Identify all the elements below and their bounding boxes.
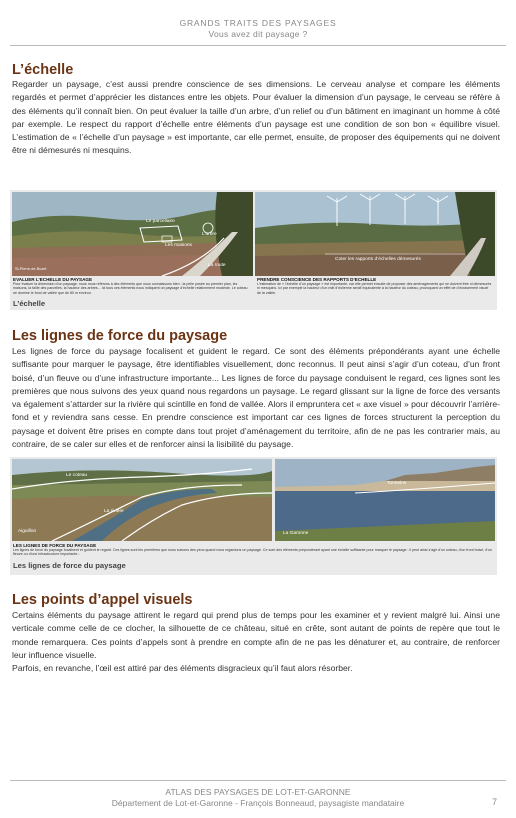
caption-text-lignes: Les lignes de force du paysage focalisent et guident le regard. Ces lignes sont les premières que nous suivons des yeux quand nous regardons un paysage. Ce sont des éléments prépondérant ayant une échelle suffisante pour marquer le paysage : il peut ainsi s’agir d’un coteau, d’un front boisé, d’un fleuve ou d’une infrastructure importante... [13,548,493,557]
photo-echelle-right [255,192,495,276]
figure-lignes [10,457,497,575]
overlay-rapports: Coter les rapports d’échelles démesurés [335,257,421,262]
overlay-parcellaire: Le parcellaire [146,219,175,224]
section-text-lignes: Les lignes de force du paysage focalisent et guident le regard. Ce sont des éléments prépondérants ayant une échelle suffisante pour marquer le paysage, être identifiables visuellement, donc reconnus. Il peut ainsi s’agir d’un coteau, d’un front boisé, d’un fleuve ou d’une infrastructure importante... Les lignes de force du paysage conduisent le regard, ces lignes sont les premières que nous suivons des yeux quand nous regardons un paysage. Le regard glissant sur la ligne de force des versants va également s’attarder sur la rivière qui scintille en fond de vallée. Alors il empruntera cet « axe visuel » pour découvrir l’arrière-fond et y reviendra sans cesse. En prendre conscience est important car ces lignes de forces structurent la perception du paysage et doivent être prises en compte dans tout projet d’aménagement du territoire, afin de ne pas les contrarier mais, au contraire, de se caler sur elles et de renforcer ainsi la lisibilité du paysage. [12,346,500,450]
caption-title-lignes: LES LIGNES DE FORCE DU PAYSAGE [13,543,97,548]
header-divider [10,45,506,46]
section-text-points-2: Parfois, en revanche, l’œil est attiré par des éléments disgracieux qu’il faut alors résorber. [12,663,353,673]
page-footer [0,787,516,809]
footer-divider [10,780,506,781]
overlay-coteau: Le coteau [66,473,88,478]
footer-line-2: Département de Lot-et-Garonne - François Bonneaud, paysagiste mandataire [111,798,405,808]
section-heading-points: Les points d’appel visuels [12,592,193,608]
photo-lignes-left [12,459,272,541]
figure-label-echelle: L’échelle [13,299,46,308]
figure-echelle [10,190,497,310]
photo-lignes-right [275,459,495,541]
page-header [0,18,516,40]
page-number: 7 [492,797,498,807]
caption-text-left: Pour évaluer la dimension d’un paysage, nous nous référons à des éléments que nous connaissons bien : la pelle posée au premier plan, les maisons, la taille des parcelles, la hauteur des arbres... Ici tous ces éléments nous indiquent un paysage d’échelle relativement modeste. Le coteau ne domine le fond de vallée que de 80 m environ. [13,282,248,295]
overlay-arbre: L’arbre [202,232,217,237]
overlay-aiguillon: Aiguillon [18,529,37,534]
header-subtitle: Vous avez dit paysage ? [208,29,308,39]
section-heading-lignes: Les lignes de force du paysage [12,328,228,344]
overlay-tonneins: Tonneins [387,481,407,486]
overlay-maisons: Les maisons [165,243,192,248]
overlay-riviere: La rivière [104,509,124,514]
overlay-garonne: La Garonne [283,531,309,536]
caption-title-left: EVALUER L’ECHELLE DU PAYSAGE [13,277,93,282]
section-text-points-1: Certains éléments du paysage attirent le regard qui prend plus de temps pour les examiner et y revient malgré lui. Ainsi une verticale comme celle de ce clocher, la silhouette de ce château, situé en crête, sont autant de points de repère que tout le monde remarquera. Ces points d’appels sont à prendre en compte afin de ne pas les dénaturer et, au contraire, de renforcer leur influence visuelle. [12,610,500,660]
caption-text-right: L’estimation de « l’échelle d’un paysage » est importante, car elle permet ensuite de proposer des aménagements qui ne doivent être ni démesurés ni mesquins. Ici par exemple la hauteur d’un mât d’éolienne serait équivalente à la hauteur du coteau, provoquant un effet de d’écrasement visuel de la vallée. [257,282,492,295]
section-heading-echelle: L’échelle [12,62,74,78]
figure-label-lignes: Les lignes de force du paysage [13,561,126,570]
photo-echelle-left [12,192,253,276]
photo-credit-left: St-Pierre-de-Buzet [15,267,47,271]
overlay-route: La route [208,263,226,268]
header-title: GRANDS TRAITS DES PAYSAGES [179,18,337,28]
section-text-echelle: Regarder un paysage, c’est aussi prendre conscience de ses dimensions. Le cerveau analyse et compare les éléments regardés et permet d’apprécier les distances entre les objets. Pour évaluer la dimension d’un paysage, le cerveau se réfère à des éléments qu’il connaît bien. On peut évaluer la taille d’un arbre, d’un relief ou d’un bâtiment en imaginant un homme à côté par exemple. Le respect du rapport d’échelle entre éléments d’un paysage est une condition de son bon « équilibre visuel. L’estimation de « l’échelle d’un paysage » est importante, car elle permet, ensuite, de proposer des équipements qui ne doivent être ni démesurés ni mesquins. [12,79,500,156]
footer-line-1: ATLAS DES PAYSAGES DE LOT-ET-GARONNE [165,787,351,797]
caption-title-right: PRENDRE CONSCIENCE DES RAPPORTS D’ECHELLE [257,277,377,282]
